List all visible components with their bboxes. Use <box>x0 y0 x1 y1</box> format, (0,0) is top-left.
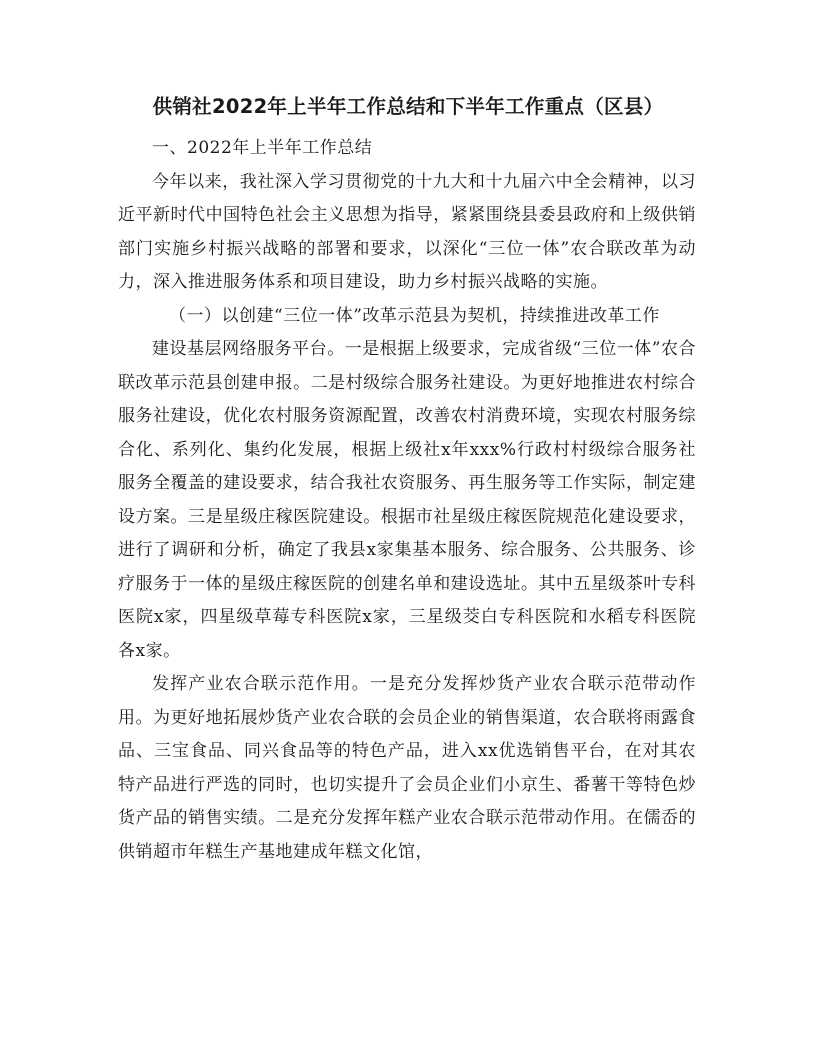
industry-paragraph: 发挥产业农合联示范作用。一是充分发挥炒货产业农合联示范带动作用。为更好地拓展炒货产业农合联的会员企业的销售渠道，农合联将雨露食品、三宝食品、同兴食品等的特色产品，进入xx优选销售平台，在对其农特产品进行严选的同时，也切实提升了会员企业们小京生、番薯干等特色炒货产品的销售实绩。二是充分发挥年糕产业农合联示范带动作用。在儒岙的供销超市年糕生产基地建成年糕文化馆， <box>118 674 696 862</box>
document-title: 供销社2022年上半年工作总结和下半年工作重点（区县） <box>152 95 664 118</box>
section-heading-2: （一）以创建“三位一体”改革示范县为契机，持续推进改革工作 <box>169 305 660 326</box>
intro-paragraph: 今年以来，我社深入学习贯彻党的十九大和十九届六中全会精神，以习近平新时代中国特色社会主义思想为指导，紧紧围绕县委县政府和上级供销部门实施乡村振兴战略的部署和要求，以深化“三位一体”农合联改革为动力，深入推进服务体系和项目建设，助力乡村振兴战略的实施。 <box>118 171 696 292</box>
section-heading-1: 一、2022年上半年工作总结 <box>152 138 373 158</box>
platform-paragraph: 建设基层网络服务平台。一是根据上级要求，完成省级“三位一体”农合联改革示范县创建申报。二是村级综合服务社建设。为更好地推进农村综合服务社建设，优化农村服务资源配置，改善农村消费环境，实现农村服务综合化、系列化、集约化发展，根据上级社x年xxx%行政村村级综合服务社服务全覆盖的建设要求，结合我社农资服务、再生服务等工作实际，制定建设方案。三是星级庄稼医院建设。根据市社星级庄稼医院规范化建设要求，进行了调研和分析，确定了我县x家集基本服务、综合服务、公共服务、诊疗服务于一体的星级庄稼医院的创建名单和建设选址。其中五星级茶叶专科医院x家，四星级草莓专科医院x家，三星级茭白专科医院和水稻专科医院各x家。 <box>118 339 696 661</box>
document-body <box>118 132 696 869</box>
